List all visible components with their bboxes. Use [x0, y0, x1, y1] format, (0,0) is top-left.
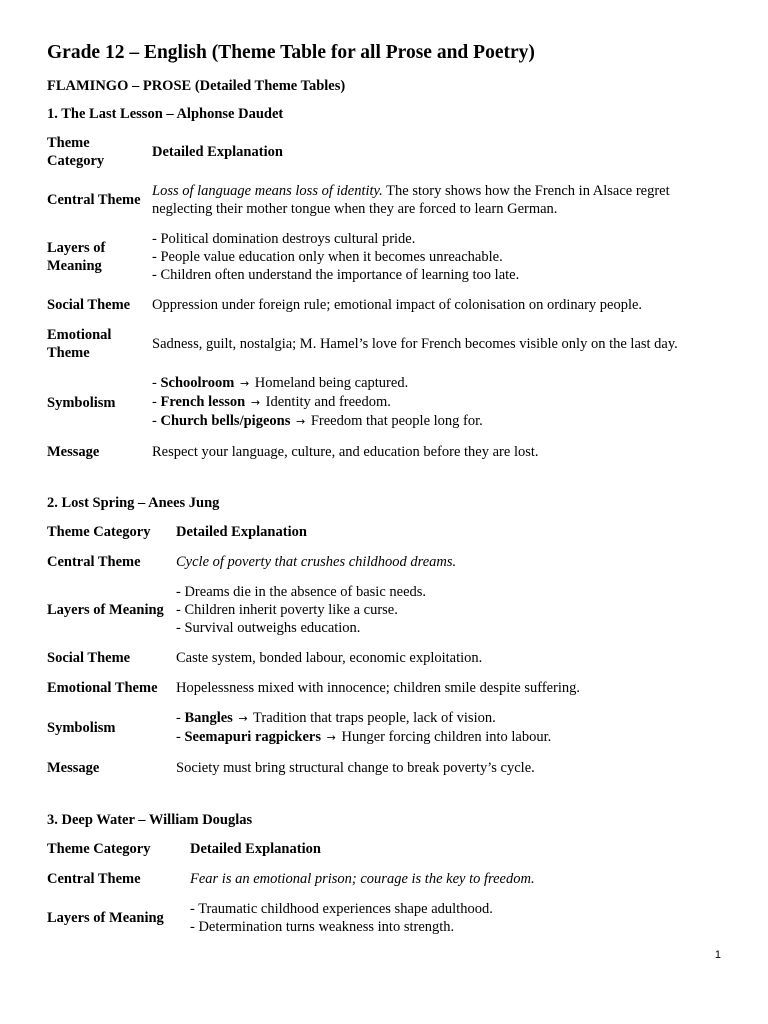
row-value [176, 709, 580, 759]
right-arrow-icon: → [239, 377, 250, 390]
symbol-term: French lesson [160, 394, 246, 410]
symbol-meaning: Hunger forcing children into labour. [337, 729, 552, 745]
row-label: Central Theme [47, 871, 141, 887]
column-header-explanation: Detailed Explanation [176, 524, 307, 540]
row-value [176, 553, 580, 583]
row-value: Oppression under foreign rule; emotional impact of colonisation on ordinary people. [152, 297, 643, 313]
list-item: - Traumatic childhood experiences shape adulthood. [190, 901, 493, 917]
list-item: - Dreams die in the absence of basic needs. [176, 584, 427, 600]
row-value: Respect your language, culture, and education before they are lost. [152, 444, 539, 460]
right-arrow-icon: → [250, 396, 261, 409]
row-value: Hopelessness mixed with innocence; children smile despite suffering. [176, 680, 581, 696]
italic-statement: Fear is an emotional prison; courage is the key to freedom. [190, 871, 535, 887]
symbol-term: Bangles [184, 710, 233, 726]
lesson-heading: 1. The Last Lesson – Alphonse Daudet [47, 106, 284, 122]
symbol-meaning: Identity and freedom. [262, 394, 391, 410]
list-item: - People value education only when it becomes unreachable. [152, 249, 503, 265]
list-item: - Children often understand the importance of learning too late. [152, 267, 520, 283]
symbol-meaning: Tradition that traps people, lack of vision. [249, 710, 496, 726]
row-value [152, 230, 722, 296]
symbol-term: Seemapuri ragpickers [184, 729, 321, 745]
section-heading: FLAMINGO – PROSE (Detailed Theme Tables) [47, 78, 346, 94]
row-label: Symbolism [47, 394, 116, 411]
table-row [47, 326, 722, 374]
table-row [47, 679, 580, 709]
lesson-heading: 2. Lost Spring – Anees Jung [47, 495, 220, 511]
column-header-category: Theme Category [47, 135, 105, 169]
theme-table [47, 523, 580, 789]
right-arrow-icon: → [238, 712, 248, 725]
row-value: Sadness, guilt, nostalgia; M. Hamel’s love for French becomes visible only on the last day. [152, 336, 678, 352]
table-row [47, 553, 580, 583]
list-item: - Children inherit poverty like a curse. [176, 602, 398, 618]
row-label: Layers of Meaning [47, 910, 164, 926]
symbol-item: - Bangles → Tradition that traps people, lack of vision. [176, 710, 496, 726]
theme-table [47, 134, 722, 473]
page-number: 1 [714, 949, 721, 961]
row-label: Central Theme [47, 554, 141, 570]
row-value [152, 374, 722, 443]
row-label: Layers of Meaning [47, 602, 164, 618]
explanation-text: The story shows how the French in Alsace regret neglecting their mother tongue when they are forced to learn German. [152, 183, 670, 217]
right-arrow-icon: → [326, 731, 336, 744]
symbol-term: Church bells/pigeons [160, 413, 291, 429]
table-row [47, 759, 580, 789]
symbol-item: - French lesson → Identity and freedom. [152, 394, 391, 410]
row-label: Social Theme [47, 297, 131, 313]
list-item: - Survival outweighs education. [176, 620, 361, 636]
row-value [190, 900, 535, 948]
symbol-item: - Schoolroom → Homeland being captured. [152, 375, 409, 391]
row-label: Emotional Theme [47, 327, 112, 361]
right-arrow-icon: → [295, 415, 306, 428]
table-row [47, 900, 535, 948]
table-row [47, 870, 535, 900]
table-row [47, 296, 722, 326]
column-header-category: Theme Category [47, 841, 151, 857]
row-value [176, 583, 580, 649]
column-header-category: Theme Category [47, 524, 151, 540]
table-row [47, 583, 580, 649]
table-header-row [47, 134, 722, 182]
row-value [152, 182, 722, 230]
list-item: - Determination turns weakness into strength. [190, 919, 455, 935]
table-row [47, 182, 722, 230]
table-row [47, 230, 722, 296]
row-label: Central Theme [47, 192, 141, 208]
row-label: Emotional Theme [47, 680, 158, 696]
document-title: Grade 12 – English (Theme Table for all Prose and Poetry) [47, 42, 535, 63]
italic-statement: Loss of language means loss of identity. [152, 183, 383, 199]
row-label: Message [47, 760, 100, 776]
symbol-term: Schoolroom [160, 375, 235, 391]
row-label: Layers of Meaning [47, 240, 106, 274]
row-value: Caste system, bonded labour, economic exploitation. [176, 650, 483, 666]
symbol-item: - Church bells/pigeons → Freedom that people long for. [152, 413, 483, 429]
symbol-meaning: Homeland being captured. [251, 375, 409, 391]
symbol-item: - Seemapuri ragpickers → Hunger forcing children into labour. [176, 729, 552, 745]
table-row [47, 649, 580, 679]
theme-table [47, 840, 535, 948]
row-value [190, 870, 535, 900]
list-item: - Political domination destroys cultural pride. [152, 231, 416, 247]
row-label: Symbolism [47, 720, 116, 736]
column-header-explanation: Detailed Explanation [190, 841, 321, 857]
table-row [47, 374, 722, 443]
table-row [47, 709, 580, 759]
table-header-row [47, 840, 535, 870]
table-header-row [47, 523, 580, 553]
row-label: Social Theme [47, 650, 131, 666]
row-label: Message [47, 444, 100, 460]
italic-statement: Cycle of poverty that crushes childhood dreams. [176, 554, 457, 570]
lesson-heading: 3. Deep Water – William Douglas [47, 812, 253, 828]
symbol-meaning: Freedom that people long for. [307, 413, 483, 429]
column-header-explanation: Detailed Explanation [152, 144, 283, 160]
table-row [47, 443, 722, 473]
row-value: Society must bring structural change to break poverty’s cycle. [176, 760, 535, 776]
